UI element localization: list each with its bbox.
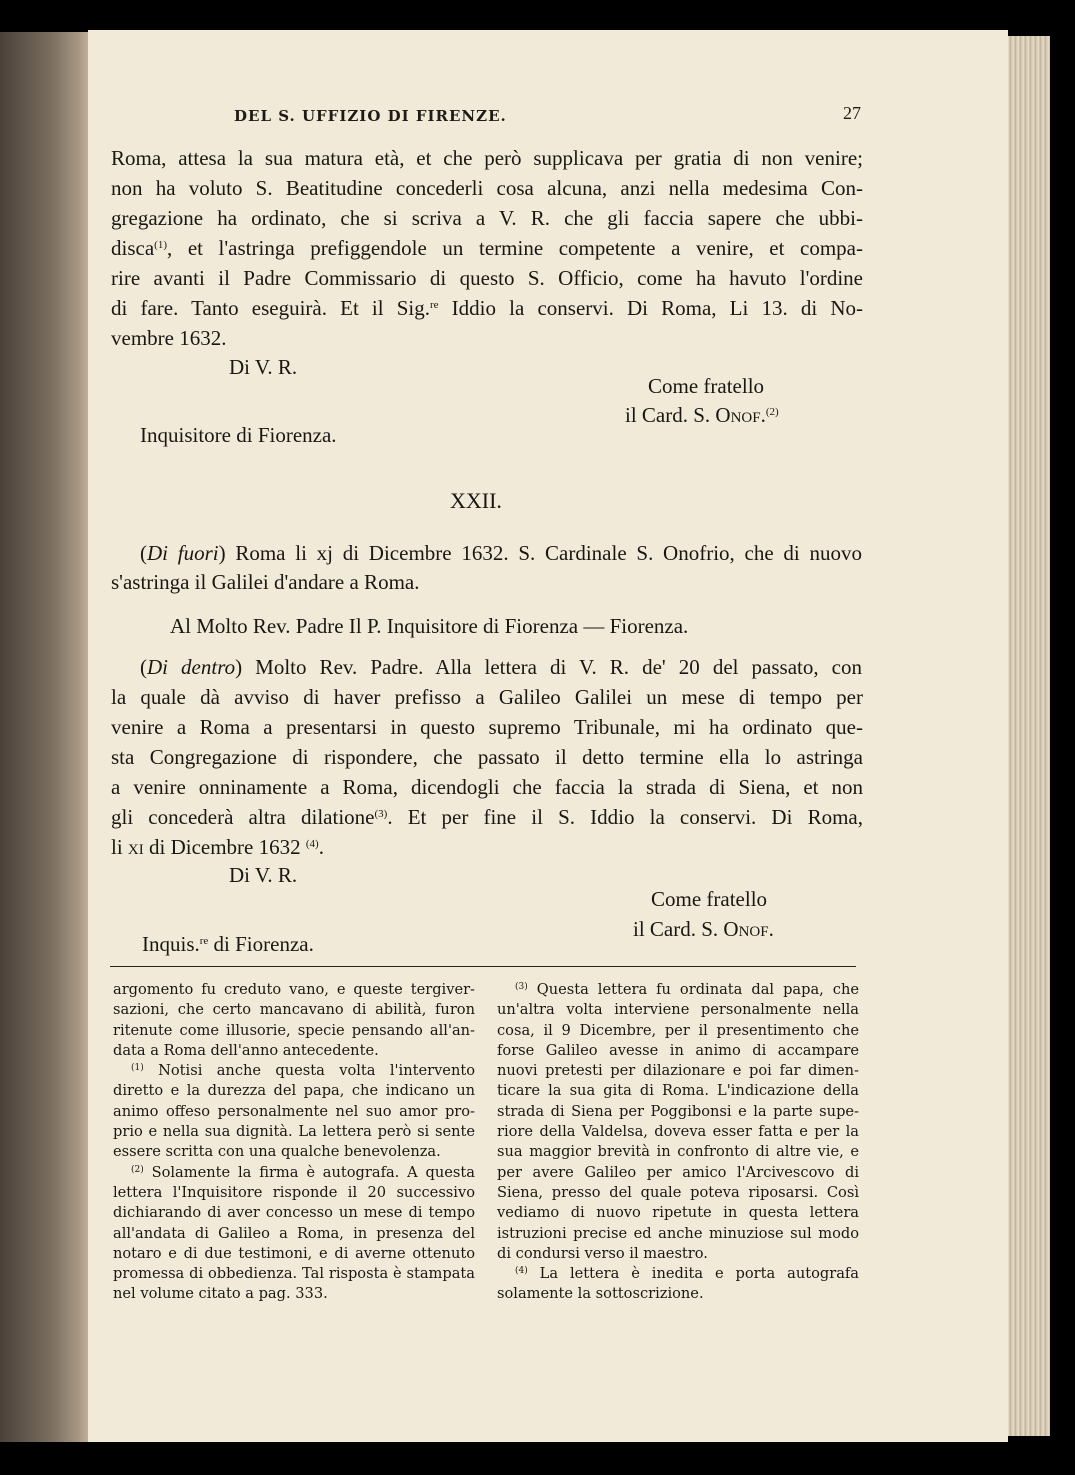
footnotes-left-column xyxy=(113,980,475,1305)
letter1-line-6a: di fare. Tanto eseguirà. Et il Sig. xyxy=(111,296,430,320)
letter1-line-1: Roma, attesa la sua matura età, et che però supplicava per gratia di non venire; xyxy=(111,146,863,170)
footnote-ref-4[interactable]: (4) xyxy=(305,838,319,850)
letter2-line-4: sta Congregazione di rispondere, che passato il detto termine ella lo astringa xyxy=(111,745,863,769)
letter2-line-3: venire a Roma a presentarsi in questo supremo Tribunale, mi ha ordinato que- xyxy=(111,715,863,739)
letter1-line-4-text: , et l'astringa prefiggendole un termine competente a venire, et compa- xyxy=(166,236,863,260)
letter2-line-7 xyxy=(111,832,863,862)
footnote-3-text: Questa lettera fu ordinata dal papa, che un'altra volta interviene personalmente nella cosa, il 9 Dicembre, per il presentimento che forse Galileo avesse in animo di accampare nuovi pretesti per dilazionare e poi far dimen-ticare la sua gita di Roma. L'indicazione della strada di Siena per Poggibonsi e la parte supe-riore della Valdelsa, doveva esser fatta e per la sua maggior brevità in confronto di altre vie, e per avere Galileo per amico l'Arcivescovo di Siena, presso del quale poteva riposarsi. Così vediamo di nuovo ripetute in questa lettera istruzioni precise ed anche minuziose sul modo di condursi verso il maestro. xyxy=(497,981,859,1262)
letter1-closing-1: Come fratello xyxy=(648,374,765,398)
letter1-card: il Card. S. xyxy=(625,403,711,427)
letter2-addressee-sup: re xyxy=(199,935,209,947)
letter2-addressee xyxy=(142,932,314,957)
letter2-outside-label: Di fuori xyxy=(147,541,219,565)
letter2-outside: (Di fuori) Roma li xj di Dicembre 1632. S. Cardinale S. Onofrio, che di nuovo xyxy=(140,541,862,565)
letter1-line-6 xyxy=(111,293,863,323)
letter2-addressee-a: Inquis. xyxy=(142,932,200,956)
footnote-rule xyxy=(110,966,856,967)
letter2-closing-2 xyxy=(633,917,774,942)
letter2-li: li xyxy=(111,835,128,859)
letter1-line-3: gregazione ha ordinato, che si scriva a V. R. che gli faccia sapere che ubbi- xyxy=(111,206,863,230)
letter2-line-1-text: Molto Rev. Padre. Alla lettera di V. R. de' 20 del passato, con xyxy=(242,655,862,679)
footnote-1-text: Notisi anche questa volta l'intervento diretto e la durezza del papa, che indicano un animo offeso personalmente nel suo amor pro-prio e nella sua dignità. La lettera però si sente essere scritta con una qualche benevolenza. xyxy=(113,1062,475,1161)
letter1-line-5: rire avanti il Padre Commissario di questo S. Officio, come ha havuto l'ordine xyxy=(111,266,863,290)
footnote-3 xyxy=(497,980,859,1264)
footnote-1 xyxy=(113,1061,475,1162)
footnote-1-marker: (1) xyxy=(131,1063,144,1074)
book-spine-left xyxy=(0,32,92,1442)
page-number: 27 xyxy=(843,103,861,123)
letter1-salutation: Di V. R. xyxy=(229,355,298,379)
footnote-4-text: La lettera è inedita e porta autografa solamente la sottoscrizione. xyxy=(497,1265,859,1303)
letter1-line-4 xyxy=(111,233,863,263)
letter2-address: Al Molto Rev. Padre Il P. Inquisitore di Fiorenza — Fiorenza. xyxy=(170,614,689,638)
letter2-salutation: Di V. R. xyxy=(229,863,298,887)
footnote-3-marker: (3) xyxy=(515,982,528,992)
letter2-line-6b: . Et per fine il S. Iddio la conservi. Di Roma, xyxy=(387,805,863,829)
running-header-title: DEL S. UFFIZIO DI FIRENZE. xyxy=(234,107,507,125)
letter1-line-2: non ha voluto S. Beatitudine concederli cosa alcuna, anzi nella medesima Con- xyxy=(111,176,863,200)
footnote-continuation: argomento fu creduto vano, e queste tergiver-sazioni, che certo mancavano di abilità, furon ritenute come illusorie, specie pensando all'an-data a Roma dell'anno antecedente. xyxy=(113,981,475,1059)
section-heading: XXII. xyxy=(450,488,502,513)
letter1-addressee: Inquisitore di Fiorenza. xyxy=(140,423,337,447)
letter2-date: di Dicembre 1632 xyxy=(143,835,306,859)
letter2-xi: xi xyxy=(127,835,144,859)
letter2-line-5: a venire onninamente a Roma, dicendogli che faccia la strada di Siena, et non xyxy=(111,775,863,799)
footnote-ref-2[interactable]: (2) xyxy=(765,406,779,418)
letter1-closing-2 xyxy=(625,403,779,428)
letter2-line-1: (Di dentro) Molto Rev. Padre. Alla lettera di V. R. de' 20 del passato, con xyxy=(140,655,862,679)
footnote-2 xyxy=(113,1163,475,1305)
letter2-line-6 xyxy=(111,802,863,832)
running-header xyxy=(234,103,861,125)
letter2-closing-1: Come fratello xyxy=(651,887,768,911)
letter2-line-2: la quale dà avviso di haver prefisso a Galileo Galilei un mese di tempo per xyxy=(111,685,863,709)
letter2-addressee-b: di Fiorenza. xyxy=(208,932,314,956)
footnote-4-marker: (4) xyxy=(515,1266,528,1277)
letter2-card: il Card. S. xyxy=(633,917,719,941)
footnote-2-marker: (2) xyxy=(131,1164,144,1175)
footnote-4 xyxy=(497,1264,859,1305)
letter2-line-6a: gli concederà altra dilatione xyxy=(111,805,375,829)
sig-superscript: re xyxy=(430,299,439,311)
footnotes-right-column xyxy=(497,980,859,1305)
footnote-ref-3[interactable]: (3) xyxy=(374,808,388,820)
letter2-outside-text: Roma li xj di Dicembre 1632. S. Cardinale S. Onofrio, che di nuovo xyxy=(225,541,862,565)
letter1-signature: Onof. xyxy=(715,403,766,427)
letter2-outside-2: s'astringa il Galilei d'andare a Roma. xyxy=(111,570,420,594)
letter1-line-7: vembre 1632. xyxy=(111,326,227,350)
letter1-disca: disca xyxy=(111,236,155,260)
letter1-line-6b: Iddio la conservi. Di Roma, Li 13. di No- xyxy=(438,296,863,320)
letter2-inside-label: Di dentro xyxy=(147,655,236,679)
footnote-ref-1[interactable]: (1) xyxy=(154,239,167,251)
footnote-2-text: Solamente la firma è autografa. A questa lettera l'Inquisitore risponde il 20 successivo dichiarando di aver concesso un mese di tempo all'andata di Galileo a Roma, in presenza del notaro e di due testimoni, e di averne ottenuto promessa di obbedienza. Tal risposta è stampata nel volume citato a pag. 333. xyxy=(113,1163,475,1303)
letter2-signature: Onof. xyxy=(723,917,774,941)
page-edges-right xyxy=(1002,36,1050,1436)
letter2-period: . xyxy=(318,835,324,859)
